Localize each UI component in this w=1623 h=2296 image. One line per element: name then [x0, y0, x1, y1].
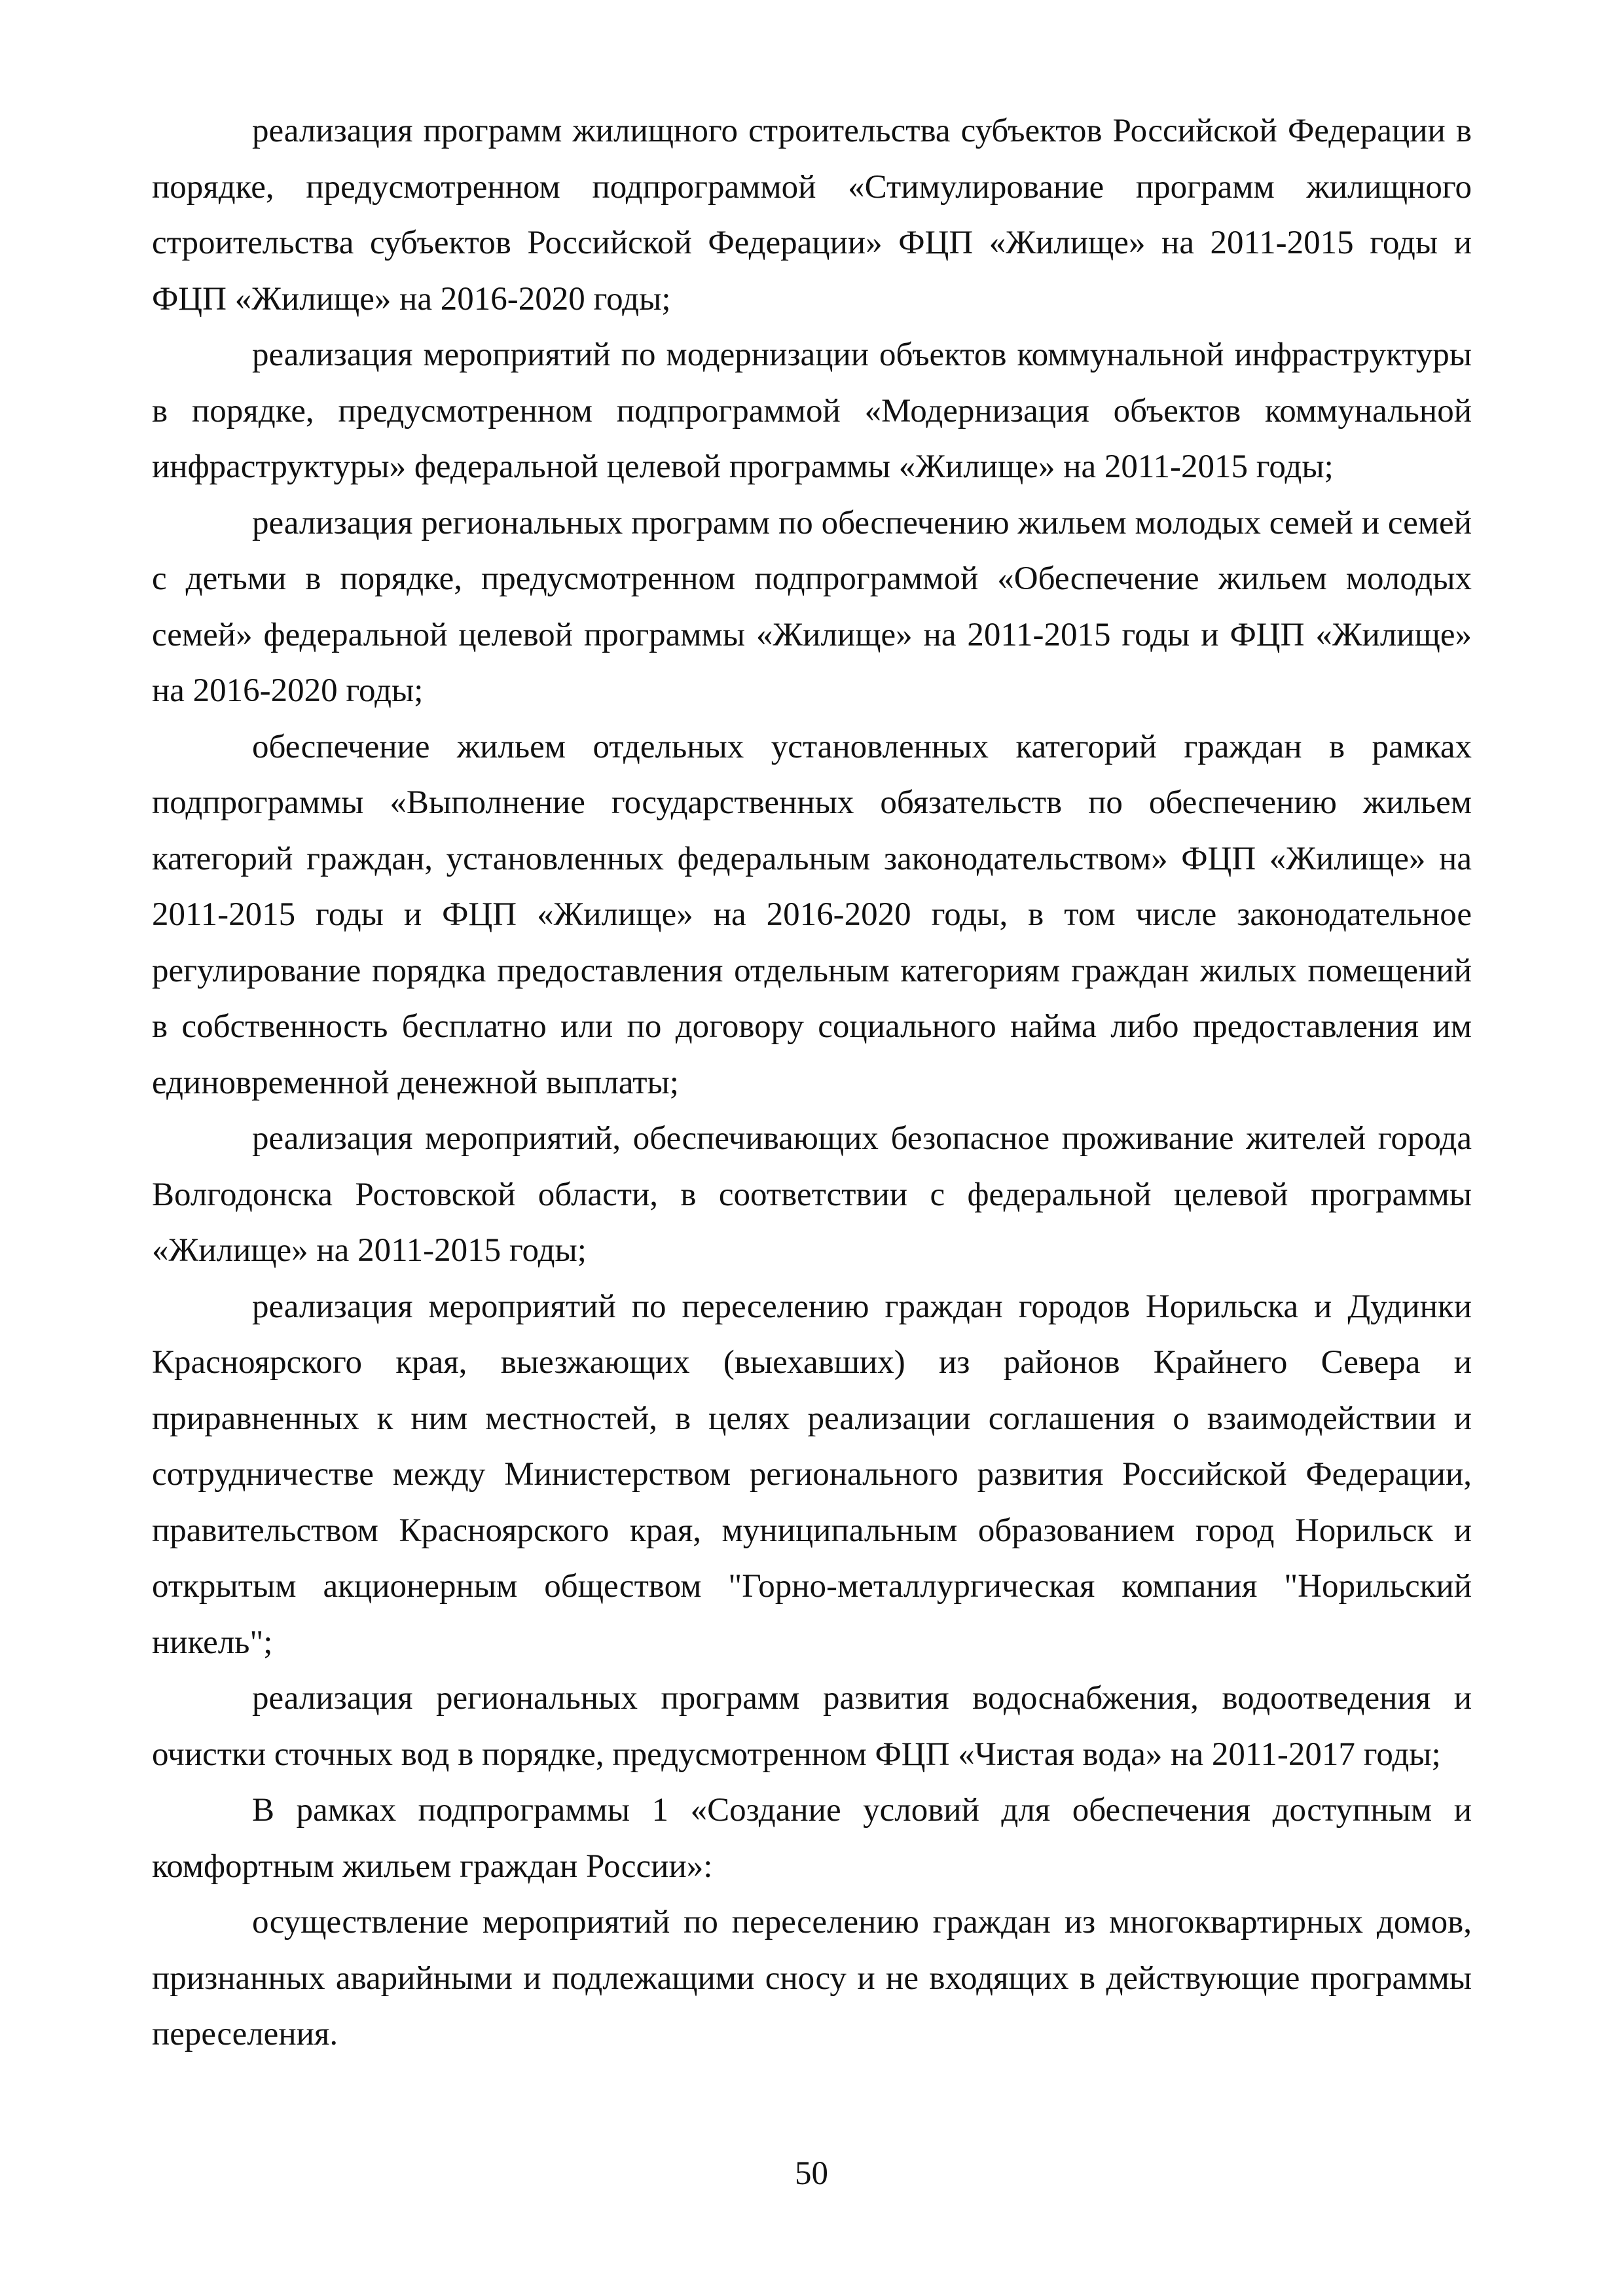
document-body [152, 103, 1472, 2063]
paragraph-water-supply: реализация региональных программ развития водоснабжения, водоотведения и очистки сточных вод в порядке, предусмотренном ФЦП «Чистая вода» на 2011-2017 годы; [152, 1680, 1472, 1773]
paragraph-subprogram-1-intro: В рамках подпрограммы 1 «Создание условий для обеспечения доступным и комфортным жильем граждан России»: [152, 1792, 1472, 1885]
paragraph-volgodonsk-safety: реализация мероприятий, обеспечивающих безопасное проживание жителей города Волгодонска Ростовской области, в соответствии с федеральной целевой программы «Жилище» на 2011-2015 годы; [152, 1120, 1472, 1269]
paragraph-citizen-categories-housing: обеспечение жильем отдельных установленных категорий граждан в рамках подпрограммы «Выполнение государственных обязательств по обеспечению жильем категорий граждан, установленных федеральным законодательством» ФЦП «Жилище» на 2011-2015 годы и ФЦП «Жилище» на 2016-2020 годы, в том числе законодательное регулирование порядка предоставления отдельным категориям граждан жилых помещений в собственность бесплатно или по договору социального найма либо предоставления им единовременной денежной выплаты; [152, 728, 1472, 1101]
page-number: 50 [795, 2155, 828, 2192]
paragraph-utility-modernization: реализация мероприятий по модернизации объектов коммунальной инфраструктуры в порядке, предусмотренном подпрограммой «Модернизация объектов коммунальной инфраструктуры» федеральной целевой программы «Жилище» на 2011-2015 годы; [152, 337, 1472, 485]
paragraph-emergency-housing-resettlement: осуществление мероприятий по переселению граждан из многоквартирных домов, признанных аварийными и подлежащими сносу и не входящих в действующие программы переселения. [152, 1904, 1472, 2052]
paragraph-young-families-housing: реализация региональных программ по обеспечению жильем молодых семей и семей с детьми в порядке, предусмотренном подпрограммой «Обеспечение жильем молодых семей» федеральной целевой программы «Жилище» на 2011-2015 годы и ФЦП «Жилище» на 2016-2020 годы; [152, 504, 1472, 709]
paragraph-norilsk-resettlement: реализация мероприятий по переселению граждан городов Норильска и Дудинки Красноярского края, выезжающих (выехавших) из районов Крайнего Севера и приравненных к ним местностей, в целях реализации соглашения о взаимодействии и сотрудничестве между Министерством регионального развития Российской Федерации, правительством Красноярского края, муниципальным образованием город Норильск и открытым акционерным обществом "Горно-металлургическая компания "Норильский никель"; [152, 1288, 1472, 1661]
paragraph-housing-construction: реализация программ жилищного строительства субъектов Российской Федерации в порядке, предусмотренном подпрограммой «Стимулирование программ жилищного строительства субъектов Российской Федерации» ФЦП «Жилище» на 2011-2015 годы и ФЦП «Жилище» на 2016-2020 годы; [152, 113, 1472, 318]
